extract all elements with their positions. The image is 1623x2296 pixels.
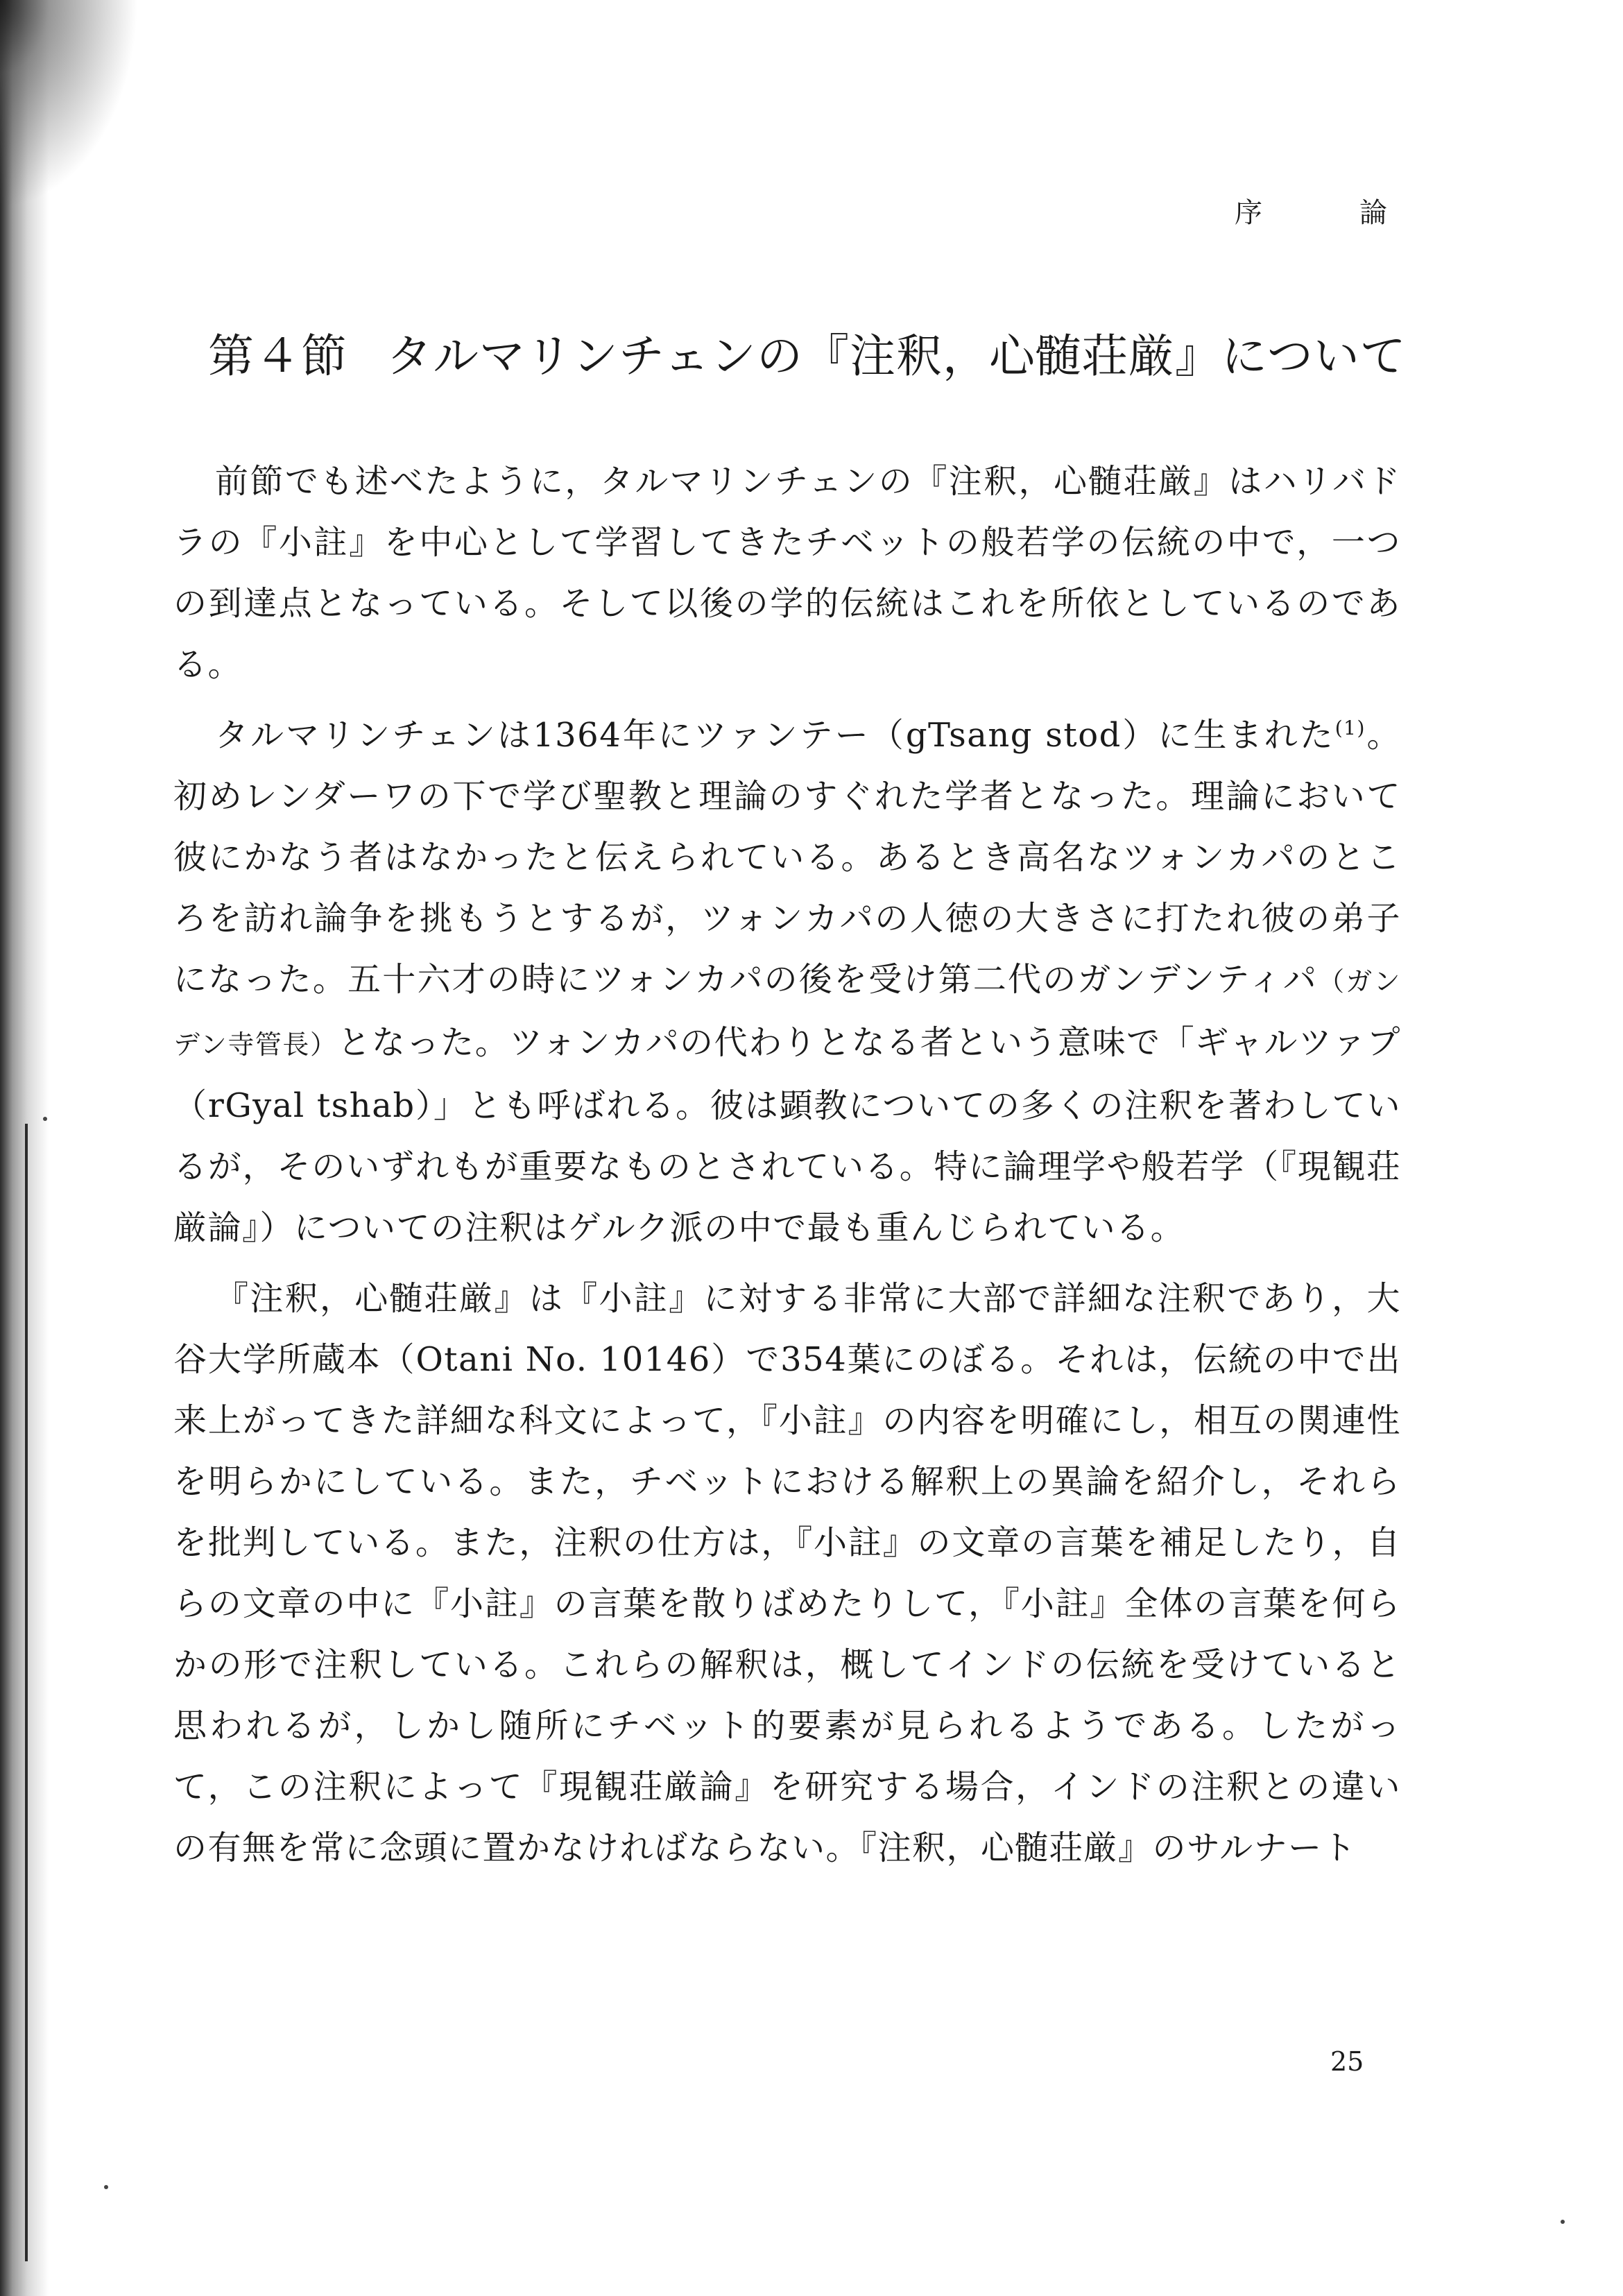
- paragraph-3: 『注釈，心髄荘厳』は『小註』に対する非常に大部で詳細な注釈であり，大谷大学所蔵本（Otani No. 10146）で354葉にのぼる。それは，伝統の中で出来上がってきた詳細な科文によって，『小註』の内容を明確にし，相互の関連性を明らかにしている。また，チベットにおける解釈上の異論を紹介し，それらを批判している。また，注釈の仕方は，『小註』の文章の言葉を補足したり，自らの文章の中に『小註』の言葉を散りばめたりして，『小註』全体の言葉を何らかの形で注釈している。これらの解釈は，概してインドの伝統を受けていると思われるが，しかし随所にチベット的要素が見られるようである。したがって，この注釈によって『現観荘厳論』を研究する場合，インドの注釈との違いの有無を常に念頭に置かなければならない。『注釈，心髄荘厳』のサルナート: [173, 1279, 1401, 1867]
- paragraph-2-part-1: タルマリンチェンは1364年にツァンテー（gTsang stod）に生まれた: [215, 716, 1335, 755]
- paragraph-1: 前節でも述べたように，タルマリンチェンの『注釈，心髄荘厳』はハリバドラの『小註』を中心として学習してきたチベットの般若学の伝統の中で，一つの到達点となっている。そして以後の学的伝統はこれを所依としているのである。: [173, 462, 1401, 684]
- section-title: タルマリンチェンの『注釈，心髄荘厳』について: [386, 329, 1407, 383]
- running-head: [1235, 191, 1387, 230]
- binding-edge-line: [25, 1124, 28, 2261]
- scan-speck: [1561, 2220, 1565, 2224]
- paragraph-2-part-2: 。初めレンダーワの下で学び聖教と理論のすぐれた学者となった。理論において彼にかなう者はなかったと伝えられている。あるとき高名なツォンカパのところを訪れ論争を挑もうとするが，ツォンカパの人徳の大きさに打たれ彼の弟子になった。五十六才の時にツォンカパの後を受け第二代のガンデンティパ: [173, 716, 1401, 999]
- paragraph-2-part-3: となった。ツォンカパの代わりとなる者という意味で「ギャルツァプ（rGyal tshab）」とも呼ばれる。彼は顕教についての多くの注釈を著わしているが，そのいずれもが重要なものとされている。特に論理学や般若学（『現観荘厳論』）についての注釈はゲルク派の中で最も重んじられている。: [173, 1023, 1401, 1247]
- body-text: [173, 451, 1401, 1888]
- binding-corner-shadow: [0, 0, 139, 208]
- page-number: 25: [1330, 2046, 1364, 2077]
- binding-shadow: [0, 0, 49, 2296]
- scan-speck: [104, 2185, 108, 2189]
- paragraph-2-parenthetical: （ガンデン寺管長）: [173, 966, 1401, 1060]
- scan-speck: [43, 1117, 47, 1121]
- section-heading: [208, 319, 1407, 385]
- running-head-left: 序: [1235, 197, 1262, 229]
- paragraph-2: [173, 705, 1401, 1258]
- running-head-right: 論: [1359, 197, 1387, 229]
- section-number: 第４節: [208, 329, 347, 383]
- footnote-marker: (1): [1334, 717, 1366, 739]
